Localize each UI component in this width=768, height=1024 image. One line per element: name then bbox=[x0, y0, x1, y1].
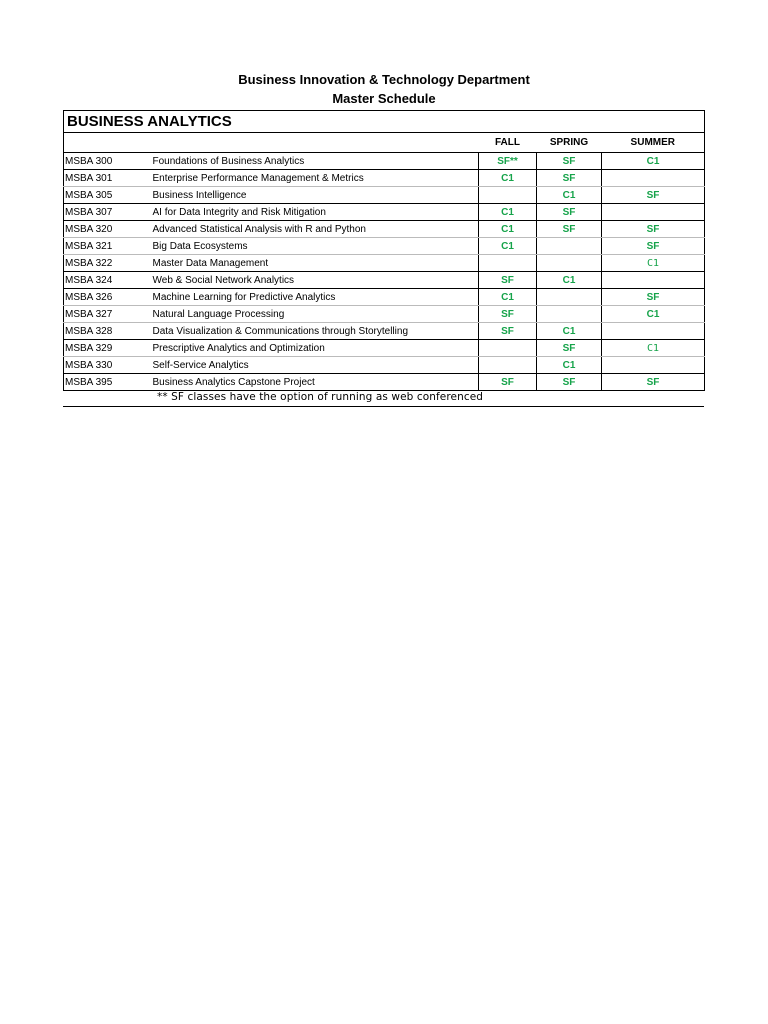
fall-offering: SF** bbox=[479, 153, 537, 170]
table-row bbox=[64, 357, 705, 374]
table-row bbox=[64, 272, 705, 289]
table-row bbox=[64, 238, 705, 255]
table-row bbox=[64, 153, 705, 170]
course-code: MSBA 307 bbox=[64, 204, 144, 221]
course-code: MSBA 326 bbox=[64, 289, 144, 306]
spring-offering: SF bbox=[537, 340, 602, 357]
course-code: MSBA 324 bbox=[64, 272, 144, 289]
summer-offering bbox=[602, 357, 705, 374]
summer-offering: C1 bbox=[602, 255, 705, 272]
course-code: MSBA 301 bbox=[64, 170, 144, 187]
course-title: Master Data Management bbox=[144, 255, 479, 272]
course-title: Business Analytics Capstone Project bbox=[144, 374, 479, 391]
course-title: AI for Data Integrity and Risk Mitigation bbox=[144, 204, 479, 221]
term-header-fall: FALL bbox=[495, 137, 520, 148]
course-title: Machine Learning for Predictive Analytics bbox=[144, 289, 479, 306]
course-code: MSBA 322 bbox=[64, 255, 144, 272]
table-row bbox=[64, 374, 705, 391]
schedule-subtitle: Master Schedule bbox=[332, 91, 436, 106]
course-title: Web & Social Network Analytics bbox=[144, 272, 479, 289]
summer-offering: C1 bbox=[602, 306, 705, 323]
term-header-summer: SUMMER bbox=[602, 133, 705, 153]
table-row bbox=[64, 255, 705, 272]
table-row bbox=[64, 323, 705, 340]
course-title: Data Visualization & Communications through Storytelling bbox=[144, 323, 479, 340]
course-code: MSBA 300 bbox=[64, 153, 144, 170]
table-row bbox=[64, 306, 705, 323]
course-code: MSBA 395 bbox=[64, 374, 144, 391]
department-title: Business Innovation & Technology Department bbox=[238, 72, 530, 87]
spring-offering bbox=[537, 255, 602, 272]
section-title: BUSINESS ANALYTICS bbox=[64, 111, 705, 133]
fall-offering bbox=[479, 357, 537, 374]
spring-offering: SF bbox=[537, 170, 602, 187]
summer-offering: C1 bbox=[602, 153, 705, 170]
table-row bbox=[64, 204, 705, 221]
spring-offering: C1 bbox=[537, 323, 602, 340]
course-title: Business Intelligence bbox=[144, 187, 479, 204]
spring-offering bbox=[537, 238, 602, 255]
spring-offering: C1 bbox=[537, 187, 602, 204]
course-code: MSBA 327 bbox=[64, 306, 144, 323]
fall-offering: SF bbox=[479, 272, 537, 289]
summer-offering bbox=[602, 272, 705, 289]
fall-offering bbox=[479, 255, 537, 272]
spring-offering: SF bbox=[537, 153, 602, 170]
course-title: Foundations of Business Analytics bbox=[144, 153, 479, 170]
fall-offering bbox=[479, 340, 537, 357]
summer-offering bbox=[602, 204, 705, 221]
fall-offering: C1 bbox=[479, 170, 537, 187]
footnote: ** SF classes have the option of running as web conferenced bbox=[157, 391, 484, 403]
fall-offering bbox=[479, 187, 537, 204]
course-code: MSBA 321 bbox=[64, 238, 144, 255]
summer-offering: SF bbox=[602, 374, 705, 391]
table-row bbox=[64, 289, 705, 306]
spring-offering: SF bbox=[537, 204, 602, 221]
fall-offering: C1 bbox=[479, 221, 537, 238]
fall-offering: SF bbox=[479, 323, 537, 340]
fall-offering: C1 bbox=[479, 238, 537, 255]
summer-offering: SF bbox=[602, 221, 705, 238]
course-title: Big Data Ecosystems bbox=[144, 238, 479, 255]
course-title: Natural Language Processing bbox=[144, 306, 479, 323]
summer-offering bbox=[602, 170, 705, 187]
table-row bbox=[64, 221, 705, 238]
schedule-sheet bbox=[63, 110, 704, 391]
course-code: MSBA 328 bbox=[64, 323, 144, 340]
bottom-divider bbox=[63, 406, 704, 407]
course-title: Self-Service Analytics bbox=[144, 357, 479, 374]
spring-offering bbox=[537, 306, 602, 323]
schedule-table bbox=[63, 110, 705, 391]
summer-offering bbox=[602, 323, 705, 340]
term-header-spring: SPRING bbox=[549, 137, 589, 148]
spring-offering: C1 bbox=[537, 357, 602, 374]
table-row bbox=[64, 170, 705, 187]
course-code: MSBA 329 bbox=[64, 340, 144, 357]
spring-offering: SF bbox=[537, 374, 602, 391]
summer-offering: SF bbox=[602, 238, 705, 255]
summer-offering: SF bbox=[602, 187, 705, 204]
spring-offering: SF bbox=[537, 221, 602, 238]
spring-offering bbox=[537, 289, 602, 306]
table-row bbox=[64, 187, 705, 204]
course-title: Advanced Statistical Analysis with R and Python bbox=[144, 221, 479, 238]
fall-offering: C1 bbox=[479, 204, 537, 221]
course-title: Enterprise Performance Management & Metrics bbox=[144, 170, 479, 187]
course-list bbox=[64, 153, 705, 391]
fall-offering: C1 bbox=[479, 289, 537, 306]
course-code: MSBA 320 bbox=[64, 221, 144, 238]
fall-offering: SF bbox=[479, 306, 537, 323]
fall-offering: SF bbox=[479, 374, 537, 391]
table-row bbox=[64, 340, 705, 357]
course-title: Prescriptive Analytics and Optimization bbox=[144, 340, 479, 357]
course-code: MSBA 330 bbox=[64, 357, 144, 374]
summer-offering: SF bbox=[602, 289, 705, 306]
spring-offering: C1 bbox=[537, 272, 602, 289]
course-code: MSBA 305 bbox=[64, 187, 144, 204]
summer-offering: C1 bbox=[602, 340, 705, 357]
